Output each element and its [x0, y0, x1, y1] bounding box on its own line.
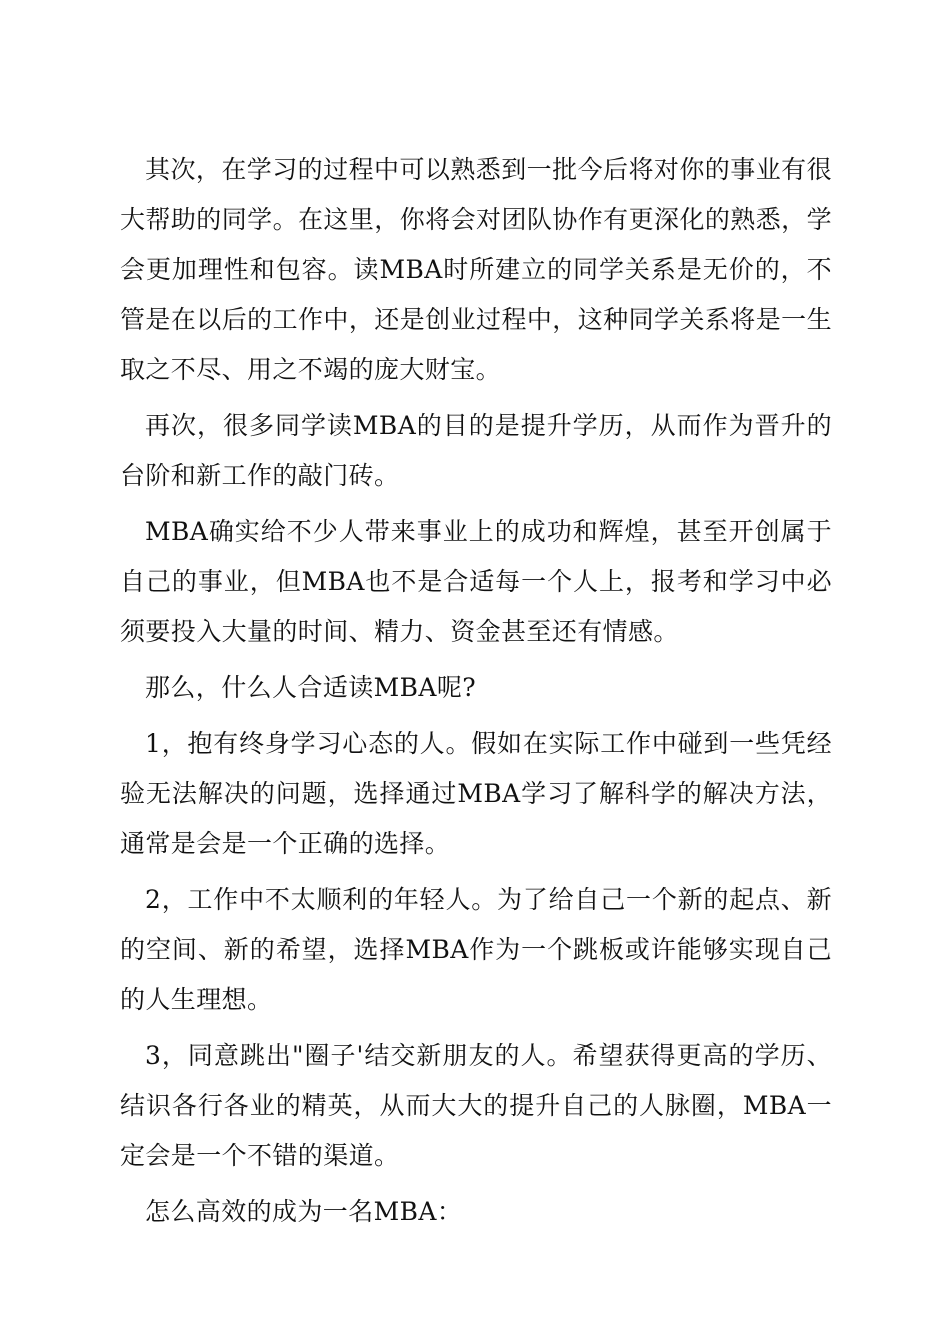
paragraph-who-question: 那么，什么人合适读MBA呢? — [145, 673, 477, 702]
paragraph-how-question: 怎么高效的成为一名MBA： — [145, 1197, 463, 1226]
paragraph-point-2: 2，工作中不太顺利的年轻人。为了给自己一个新的起点、新的空间、新的希望，选择MBA作为一个跳板或许能够实现自己的人生理想。 — [120, 885, 832, 1014]
paragraph-degree: 再次，很多同学读MBA的目的是提升学历，从而作为晋升的台阶和新工作的敲门砖。 — [120, 411, 832, 490]
paragraph-point-1: 1，抱有终身学习心态的人。假如在实际工作中碰到一些凭经验无法解决的问题，选择通过MBA学习了解科学的解决方法，通常是会是一个正确的选择。 — [120, 729, 832, 858]
paragraph-classmates: 其次，在学习的过程中可以熟悉到一批今后将对你的事业有很大帮助的同学。在这里，你将会对团队协作有更深化的熟悉，学会更加理性和包容。读MBA时所建立的同学关系是无价的，不管是在以后的工作中，还是创业过程中，这种同学关系将是一生取之不尽、用之不竭的庞大财宝。 — [120, 155, 832, 384]
paragraph-mba-success: MBA确实给不少人带来事业上的成功和辉煌，甚至开创属于自己的事业，但MBA也不是合适每一个人上，报考和学习中必须要投入大量的时间、精力、资金甚至还有情感。 — [120, 517, 832, 646]
document-body — [120, 145, 832, 1243]
paragraph-point-3: 3，同意跳出"圈子'结交新朋友的人。希望获得更高的学历、结识各行各业的精英，从而大大的提升自己的人脉圈，MBA一定会是一个不错的渠道。 — [120, 1041, 832, 1170]
